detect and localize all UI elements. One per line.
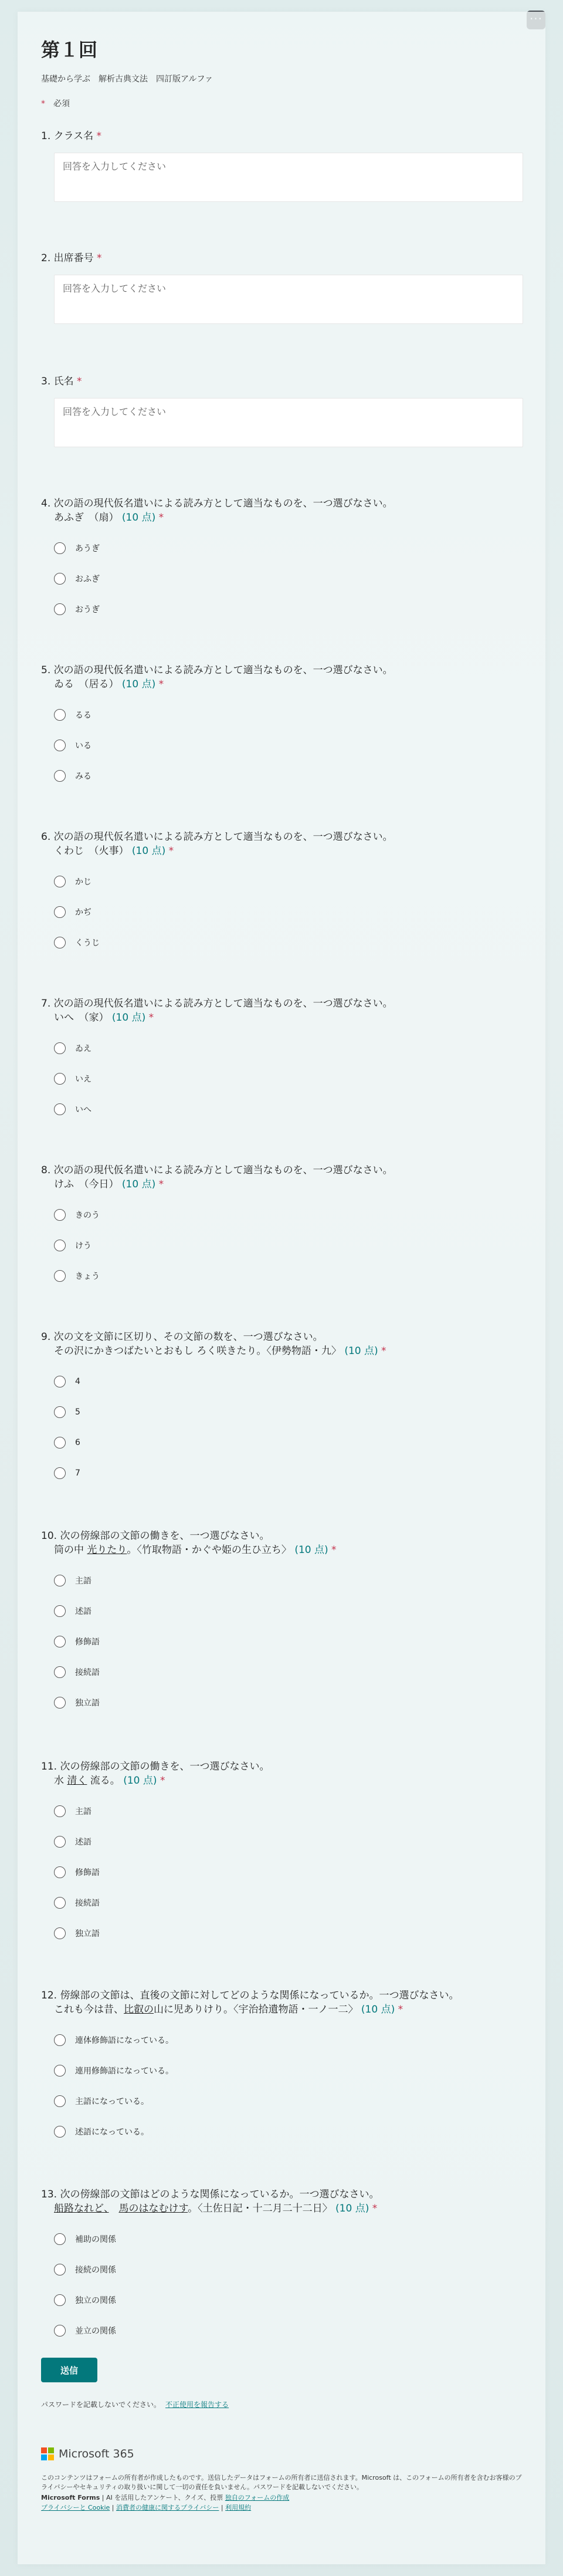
question-title: 12. 傍線部の文節は、直後の文節に対してどのような関係になっているか。一つ選びなさい。 これも今は昔、比叡の山に児ありけり。〈宇治拾遺物語・一ノ一二〉 (10 点) * xyxy=(41,1990,459,2015)
report-abuse-link[interactable]: 不正使用を報告する xyxy=(165,2401,229,2409)
password-note: パスワードを記載しないでください。 不正使用を報告する xyxy=(41,2401,229,2409)
question-title: 13. 次の傍線部の文節はどのような関係になっているか。一つ選びなさい。 船路なれど、 馬のはなむけす。〈土佐日記・十二月二十二日〉 (10 点) * xyxy=(41,2189,379,2214)
option[interactable]: 連用修飾語になっている。 xyxy=(54,2055,522,2086)
option[interactable]: ゐえ xyxy=(54,1033,522,1064)
radio-button[interactable] xyxy=(54,1836,66,1848)
question-title: 9. 次の文を文節に区切り、その文節の数を、一つ選びなさい。 その沢にかきつばたいとおもし ろく咲きたり。〈伊勢物語・九〉 (10 点) * xyxy=(41,1331,386,1357)
option[interactable]: 6 xyxy=(54,1427,522,1458)
radio-button[interactable] xyxy=(54,1042,66,1054)
option[interactable]: いへ xyxy=(54,1094,522,1125)
radio-button[interactable] xyxy=(54,1697,66,1709)
radio-button[interactable] xyxy=(54,2034,66,2046)
required-note-text: 必須 xyxy=(53,99,70,109)
question-title: 7. 次の語の現代仮名遣いによる読み方として適当なものを、一つ選びなさい。 いへ （家） (10 点) * xyxy=(41,998,393,1024)
footer xyxy=(41,2447,522,2512)
option[interactable]: くうじ xyxy=(54,927,522,958)
question-13 xyxy=(41,2187,522,2346)
question-11 xyxy=(41,1760,522,1949)
question-8 xyxy=(41,1163,522,1291)
option[interactable]: 独立語 xyxy=(54,1918,522,1949)
radio-button[interactable] xyxy=(54,937,66,948)
radio-button[interactable] xyxy=(54,2294,66,2306)
microsoft-365-logo xyxy=(41,2447,522,2460)
radio-button[interactable] xyxy=(54,542,66,554)
option[interactable]: きのう xyxy=(54,1200,522,1230)
radio-button[interactable] xyxy=(54,1467,66,1479)
required-star: * xyxy=(41,99,45,109)
radio-button[interactable] xyxy=(54,1437,66,1449)
form-description: 基礎から学ぶ 解析古典文法 四訂版アルファ xyxy=(41,75,213,84)
question-title: 3. 氏名 * xyxy=(41,376,82,387)
form-title: 第１回 xyxy=(41,39,98,61)
radio-button[interactable] xyxy=(54,2325,66,2337)
radio-button[interactable] xyxy=(54,1927,66,1939)
question-title: 11. 次の傍線部の文節の働きを、一つ選びなさい。 水 清く 流る。 (10 点) * xyxy=(41,1761,270,1787)
radio-button[interactable] xyxy=(54,740,66,751)
create-form-link[interactable]: 独自のフォームの作成 xyxy=(225,2494,290,2501)
option[interactable]: 述語になっている。 xyxy=(54,2116,522,2147)
required-note xyxy=(41,97,522,109)
option[interactable]: みる xyxy=(54,761,522,791)
option[interactable]: かぢ xyxy=(54,897,522,927)
option[interactable]: るる xyxy=(54,700,522,730)
form-header xyxy=(18,12,545,109)
full-name-input[interactable]: 回答を入力してください xyxy=(54,398,523,447)
footer-links: プライバシーと Cookie | 消費者の健康に関するプライバシー | 利用規約 xyxy=(41,2504,252,2511)
option[interactable]: 独立の関係 xyxy=(54,2285,522,2315)
question-10 xyxy=(41,1529,522,1718)
option[interactable]: 述語 xyxy=(54,1827,522,1857)
question-title: 6. 次の語の現代仮名遣いによる読み方として適当なものを、一つ選びなさい。 くわじ （火事） (10 点) * xyxy=(41,831,393,857)
disclaimer: このコンテンツはフォームの所有者が作成したものです。送信したデータはフォームの所有者に送信されます。Microsoft は、このフォームの所有者を含むお客様のプライバシーやセキュリティの取り扱いに関して一切の責任を負いません。パスワードを記載しないでください。 xyxy=(41,2474,522,2491)
microsoft-logo-icon xyxy=(41,2447,54,2460)
radio-button[interactable] xyxy=(54,1376,66,1387)
question-title: 8. 次の語の現代仮名遣いによる読み方として適当なものを、一つ選びなさい。 けふ （今日） (10 点) * xyxy=(41,1164,393,1190)
question-title: 1. クラス名 * xyxy=(41,130,102,142)
question-9 xyxy=(41,1330,522,1488)
radio-button[interactable] xyxy=(54,2264,66,2275)
radio-button[interactable] xyxy=(54,1270,66,1282)
option[interactable]: 接続語 xyxy=(54,1657,522,1687)
question-title: 2. 出席番号 * xyxy=(41,252,102,264)
option[interactable]: 独立語 xyxy=(54,1687,522,1718)
radio-button[interactable] xyxy=(54,573,66,585)
radio-button[interactable] xyxy=(54,1636,66,1647)
radio-button[interactable] xyxy=(54,1805,66,1817)
radio-button[interactable] xyxy=(54,876,66,887)
question-title: 10. 次の傍線部の文節の働きを、一つ選びなさい。 筒の中 光りたり。〈竹取物語・かぐや姫の生ひ立ち〉 (10 点) * xyxy=(41,1530,337,1556)
radio-button[interactable] xyxy=(54,1897,66,1909)
radio-button[interactable] xyxy=(54,2095,66,2107)
option[interactable]: 5 xyxy=(54,1397,522,1427)
question-title: 4. 次の語の現代仮名遣いによる読み方として適当なものを、一つ選びなさい。 あふぎ （扇） (10 点) * xyxy=(41,498,393,524)
forms-line: Microsoft Forms | AI を活用したアンケート、クイズ、投票 独自のフォームの作成 xyxy=(41,2494,290,2501)
option[interactable]: 接続語 xyxy=(54,1888,522,1918)
option[interactable]: かじ xyxy=(54,866,522,897)
option[interactable]: 修飾語 xyxy=(54,1626,522,1657)
option[interactable]: 4 xyxy=(54,1366,522,1397)
question-12 xyxy=(41,1988,522,2147)
option[interactable]: 主語になっている。 xyxy=(54,2086,522,2116)
question-2 xyxy=(41,251,522,324)
option[interactable]: 補助の関係 xyxy=(54,2224,522,2254)
radio-button[interactable] xyxy=(54,2126,66,2138)
radio-button[interactable] xyxy=(54,770,66,782)
option[interactable]: 連体修飾語になっている。 xyxy=(54,2025,522,2055)
question-3 xyxy=(41,374,522,447)
class-name-input[interactable]: 回答を入力してください xyxy=(54,153,523,202)
option[interactable]: 修飾語 xyxy=(54,1857,522,1888)
radio-button[interactable] xyxy=(54,1209,66,1221)
submit-button[interactable]: 送信 xyxy=(41,2358,97,2382)
question-7 xyxy=(41,997,522,1125)
radio-button[interactable] xyxy=(54,1073,66,1085)
question-1 xyxy=(41,129,522,202)
option[interactable]: けう xyxy=(54,1230,522,1261)
terms-link[interactable]: 利用規約 xyxy=(225,2504,252,2511)
option[interactable]: あうぎ xyxy=(54,533,522,563)
radio-button[interactable] xyxy=(54,709,66,721)
radio-button[interactable] xyxy=(54,1103,66,1115)
radio-button[interactable] xyxy=(54,1605,66,1617)
question-4 xyxy=(41,497,522,624)
privacy-link[interactable]: プライバシーと Cookie xyxy=(41,2504,110,2511)
option[interactable]: いる xyxy=(54,730,522,761)
option[interactable]: おふぎ xyxy=(54,563,522,594)
option[interactable]: 7 xyxy=(54,1458,522,1488)
option[interactable]: 述語 xyxy=(54,1596,522,1626)
option[interactable]: 並立の関係 xyxy=(54,2315,522,2346)
radio-button[interactable] xyxy=(54,1406,66,1418)
option[interactable]: きょう xyxy=(54,1261,522,1291)
health-privacy-link[interactable]: 消費者の健康に関するプライバシー xyxy=(116,2504,219,2511)
option[interactable]: いえ xyxy=(54,1064,522,1094)
radio-button[interactable] xyxy=(54,1240,66,1251)
radio-button[interactable] xyxy=(54,1575,66,1586)
attendance-number-input[interactable]: 回答を入力してください xyxy=(54,275,523,324)
radio-button[interactable] xyxy=(54,2233,66,2245)
option[interactable]: 主語 xyxy=(54,1565,522,1596)
brand-text: Microsoft 365 xyxy=(59,2447,134,2460)
radio-button[interactable] xyxy=(54,1666,66,1678)
question-5 xyxy=(41,663,522,791)
form-card xyxy=(18,12,545,2564)
option[interactable]: おうぎ xyxy=(54,594,522,624)
question-6 xyxy=(41,830,522,958)
question-title: 5. 次の語の現代仮名遣いによる読み方として適当なものを、一つ選びなさい。 ゐる （居る） (10 点) * xyxy=(41,664,393,690)
radio-button[interactable] xyxy=(54,906,66,918)
radio-button[interactable] xyxy=(54,603,66,615)
option[interactable]: 主語 xyxy=(54,1796,522,1827)
option[interactable]: 接続の関係 xyxy=(54,2254,522,2285)
radio-button[interactable] xyxy=(54,2065,66,2077)
radio-button[interactable] xyxy=(54,1866,66,1878)
